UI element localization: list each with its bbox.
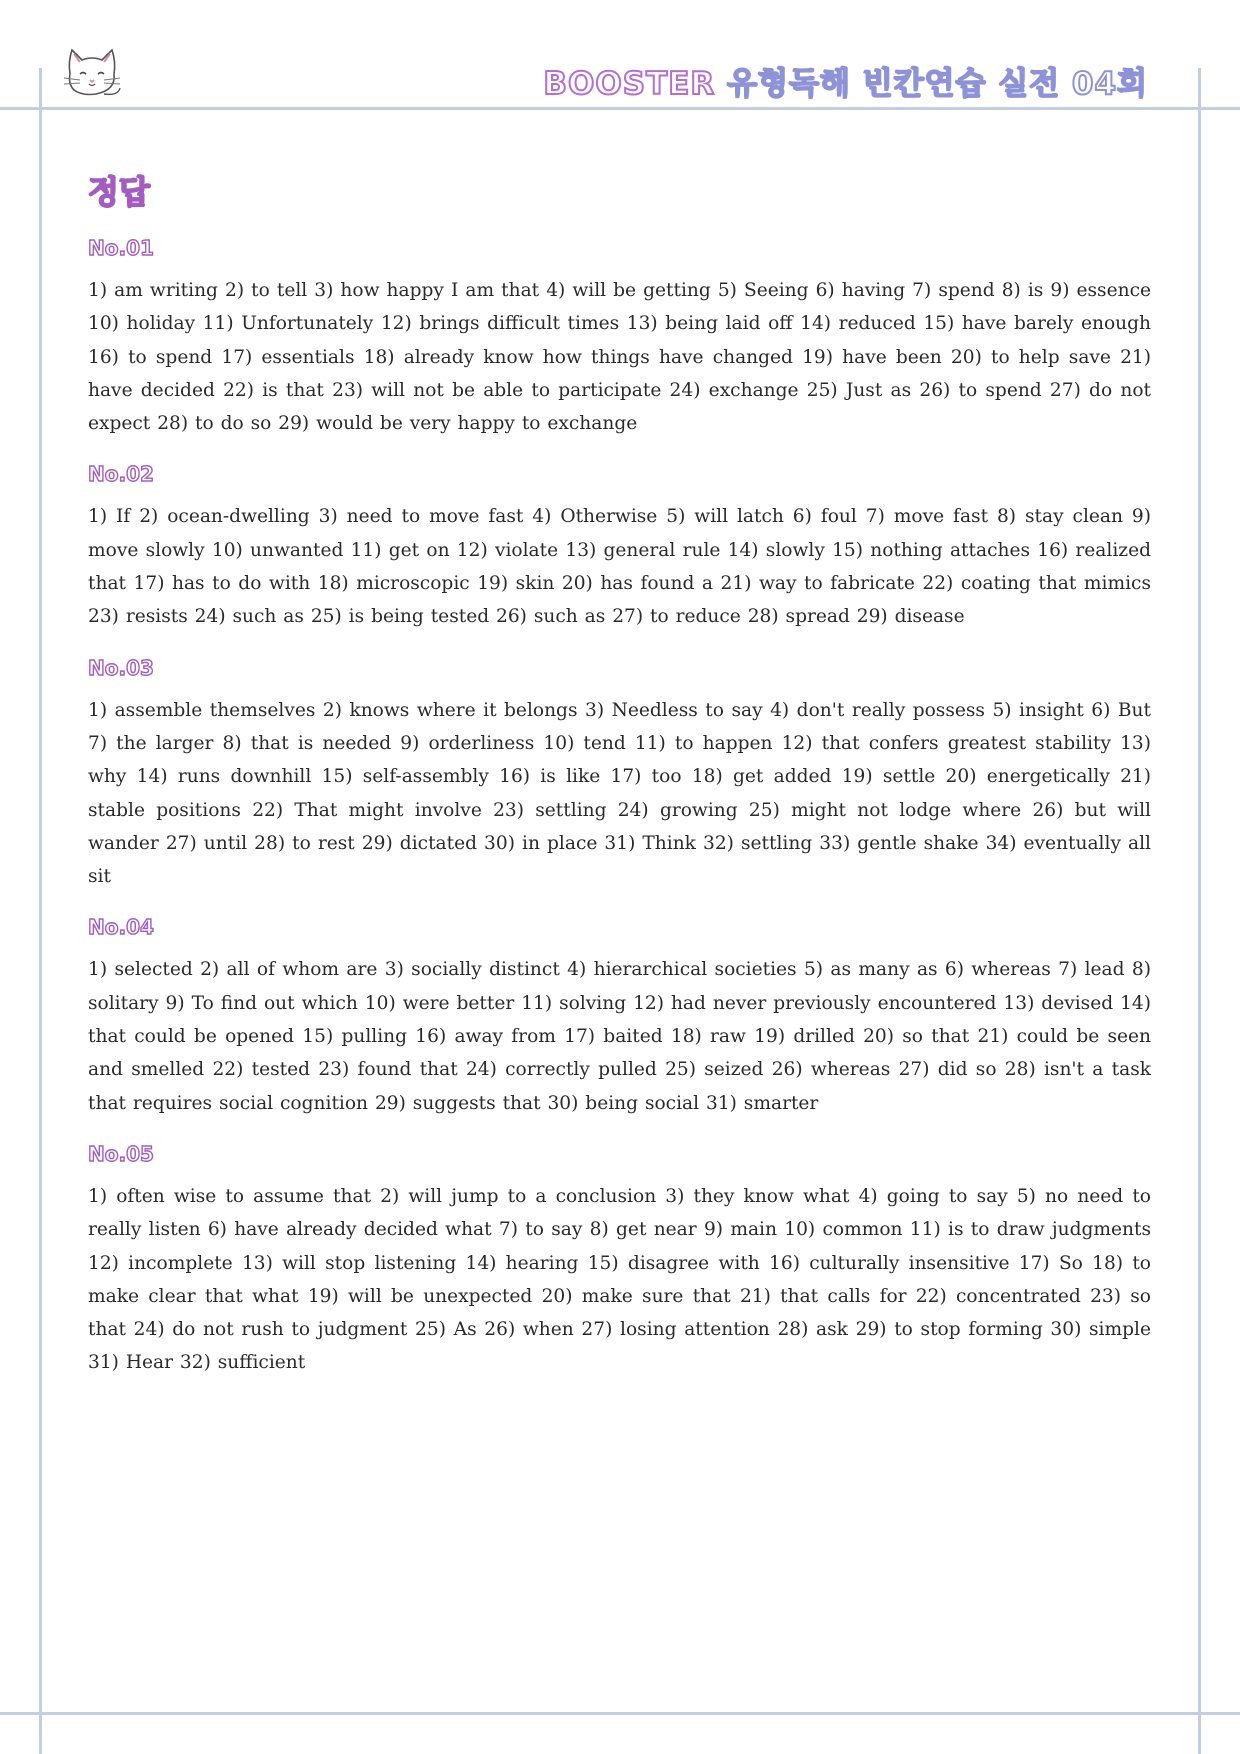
answer-section-05 [88,1142,1151,1380]
answer-text: 1) am writing 2) to tell 3) how happy I am that 4) will be getting 5) Seeing 6) having 7) spend 8) is 9) essence 10) holiday 11) Unfortunately 12) brings difficult times 13) being laid off 14) reduced 15) have barely enough 16) to spend 17) essentials 18) already know how things have changed 19) have been 20) to help save 21) have decided 22) is that 23) will not be able to participate 24) exchange 25) Just as 26) to spend 27) do not expect 28) to do so 29) would be very happy to exchange [88,280,1151,435]
header-subtitle: 유형독해 빈칸연습 실전 04회 [727,66,1148,102]
answer-text: 1) often wise to assume that 2) will jump to a conclusion 3) they know what 4) going to say 5) no need to really listen 6) have already decided what 7) to say 8) get near 9) main 10) common 11) is to draw judgments 12) incomplete 13) will stop listening 14) hearing 15) disagree with 16) culturally insensitive 17) So 18) to make clear that what 19) will be unexpected 20) make sure that 21) that calls for 22) concentrated 23) so that 24) do not rush to judgment 25) As 26) when 27) losing attention 28) ask 29) to stop forming 30) simple 31) Hear 32) sufficient [88,1185,1151,1374]
answer-section-04 [88,915,1151,1119]
footer-rule [0,1712,1240,1715]
answer-section-03 [88,656,1151,894]
page-title: 정답 [88,173,150,211]
header-brand: BOOSTER [543,66,716,102]
answer-key [88,172,1151,1402]
section-label: No.01 [88,236,154,260]
answer-section-01 [88,236,1151,440]
header-title [543,58,1148,103]
answer-text: 1) assemble themselves 2) knows where it belongs 3) Needless to say 4) don't really possess 5) insight 6) But 7) the larger 8) that is needed 9) orderliness 10) tend 11) to happen 12) that confers greatest stability 13) why 14) runs downhill 15) self-assembly 16) is like 17) too 18) get added 19) settle 20) energetically 21) stable positions 22) That might involve 23) settling 24) growing 25) might not lodge where 26) but will wander 27) until 28) to rest 29) dictated 30) in place 31) Think 32) settling 33) gentle shake 34) eventually all sit [88,699,1151,888]
section-label: No.04 [88,915,154,940]
section-label: No.05 [88,1141,154,1166]
answer-text: 1) If 2) ocean-dwelling 3) need to move fast 4) Otherwise 5) will latch 6) foul 7) move fast 8) stay clean 9) move slowly 10) unwanted 11) get on 12) violate 13) general rule 14) slowly 15) nothing attaches 16) realized that 17) has to do with 18) microscopic 19) skin 20) has found a 21) way to fabricate 22) coating that mimics 23) resists 24) such as 25) is being tested 26) such as 27) to reduce 28) spread 29) disease [88,506,1151,628]
answer-section-02 [88,462,1151,633]
header-rule [0,107,1240,110]
left-margin-rule [39,68,42,1754]
section-label: No.03 [88,655,154,680]
right-margin-rule [1198,68,1201,1754]
cat-logo-icon [60,44,124,102]
answer-text: 1) selected 2) all of whom are 3) socially distinct 4) hierarchical societies 5) as many as 6) whereas 7) lead 8) solitary 9) To find out which 10) were better 11) solving 12) had never previously encountered 13) devised 14) that could be opened 15) pulling 16) away from 17) baited 18) raw 19) drilled 20) so that 21) could be seen and smelled 22) tested 23) found that 24) correctly pulled 25) seized 26) whereas 27) did so 28) isn't a task that requires social cognition 29) suggests that 30) being social 31) smarter [88,959,1151,1114]
section-label: No.02 [88,462,154,487]
